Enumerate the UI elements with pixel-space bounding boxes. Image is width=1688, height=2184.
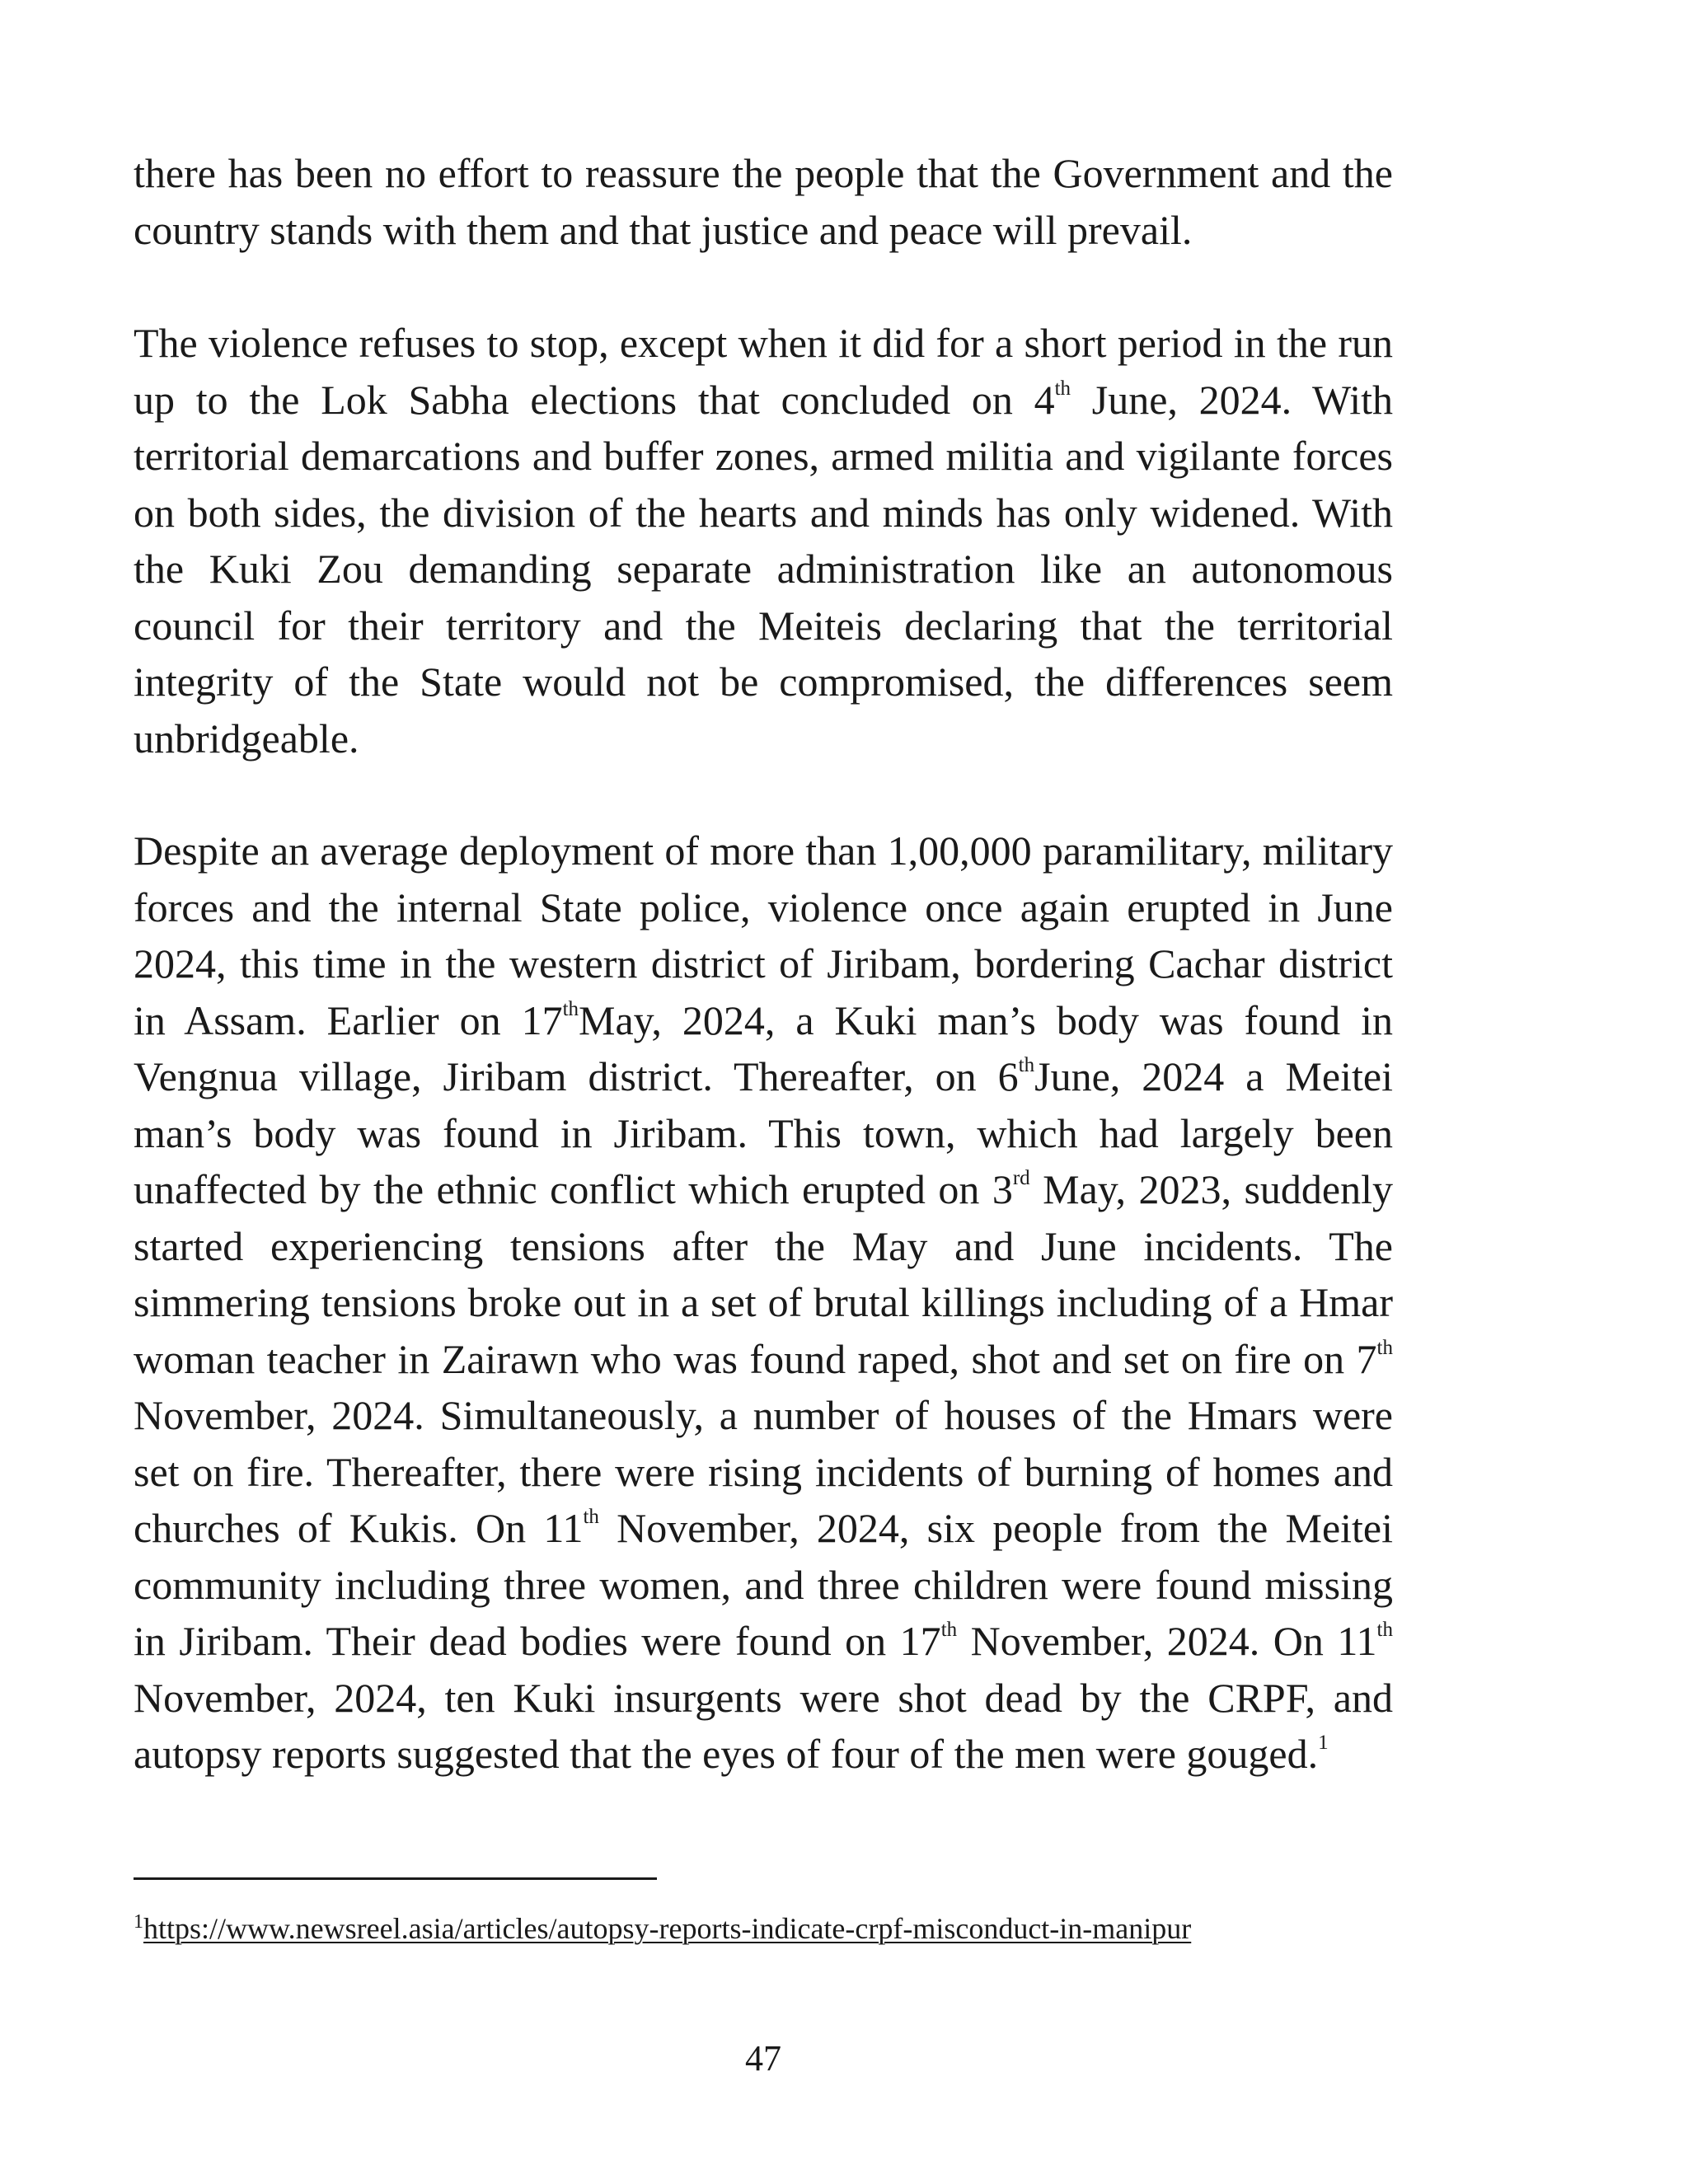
paragraph-3-segment-4: May, 2023, suddenly started experiencing tensions after the May and June incidents. The simmering tensions broke out in a set of brutal killings including of a Hmar woman teacher in Zairawn who was found raped, shot and set on fire on 7 — [134, 1166, 1394, 1382]
page-number: 47 — [745, 2038, 781, 2079]
paragraph-2-segment-1: The violence refuses to stop, except when it did for a short period in the run up to the Lok Sabha elections that concluded on 4 — [134, 320, 1393, 423]
footnote-divider — [134, 1877, 657, 1880]
paragraph-2-segment-2: June, 2024. With territorial demarcations and buffer zones, armed militia and vigilante forces on both sides, the division of the hearts and minds has only widened. With the Kuki Zou demanding separate administration like an autonomous council for their territory and the Meiteis declaring that the territorial integrity of the State would not be compromised, the differences seem unbridgeable. — [134, 376, 1393, 762]
paragraph-3-segment-5: November, 2024. Simultaneously, a number of houses of the Hmars were set on fire. Thereafter, there were rising incidents of burning of homes and churches of Kukis. On 11 — [134, 1392, 1393, 1551]
paragraph-1 — [134, 145, 1393, 258]
ordinal-superscript: th — [562, 997, 579, 1020]
paragraph-3-segment-7: November, 2024. On 11 — [957, 1618, 1377, 1664]
footnote — [134, 1909, 1452, 1948]
footnote-marker: 1 — [134, 1911, 143, 1933]
ordinal-superscript: th — [1376, 1619, 1393, 1642]
footnote-reference[interactable]: 1 — [1318, 1732, 1329, 1755]
paragraph-2 — [134, 315, 1393, 766]
ordinal-superscript: rd — [1012, 1167, 1030, 1190]
paragraph-3-segment-1: Despite an average deployment of more than 1,00,000 paramilitary, military forces and the internal State police, violence once again erupted in June 2024, this time in the western district of Jiribam, bordering Cachar district in Assam. Earlier on 17 — [134, 827, 1393, 1043]
ordinal-superscript: th — [1054, 377, 1071, 400]
paragraph-1-text: there has been no effort to reassure the people that the Government and the country stands with them and that justice and peace will prevail. — [134, 150, 1393, 253]
paragraph-3-segment-2: May, 2024, a Kuki man’s body was found in Vengnua village, Jiribam district. Thereafter, on 6 — [134, 996, 1393, 1099]
paragraph-3 — [134, 823, 1393, 1783]
ordinal-superscript: th — [1376, 1336, 1393, 1359]
footnote-link[interactable]: https://www.newsreel.asia/articles/autopsy-reports-indicate-crpf-misconduct-in-manipur — [143, 1912, 1192, 1945]
ordinal-superscript: th — [940, 1619, 958, 1642]
paragraph-3-segment-8: November, 2024, ten Kuki insurgents were shot dead by the CRPF, and autopsy reports suggested that the eyes of four of the men were gouged. — [134, 1674, 1393, 1777]
ordinal-superscript: th — [1018, 1054, 1035, 1077]
paragraph-3-segment-6: November, 2024, six people from the Meitei community including three women, and three children were found missing in Jiribam. Their dead bodies were found on 17 — [134, 1505, 1394, 1664]
ordinal-superscript: th — [583, 1506, 599, 1529]
paragraph-3-segment-3: June, 2024 a Meitei man’s body was found in Jiribam. This town, which had largely been unaffected by the ethnic conflict which erupted on 3 — [134, 1053, 1393, 1212]
